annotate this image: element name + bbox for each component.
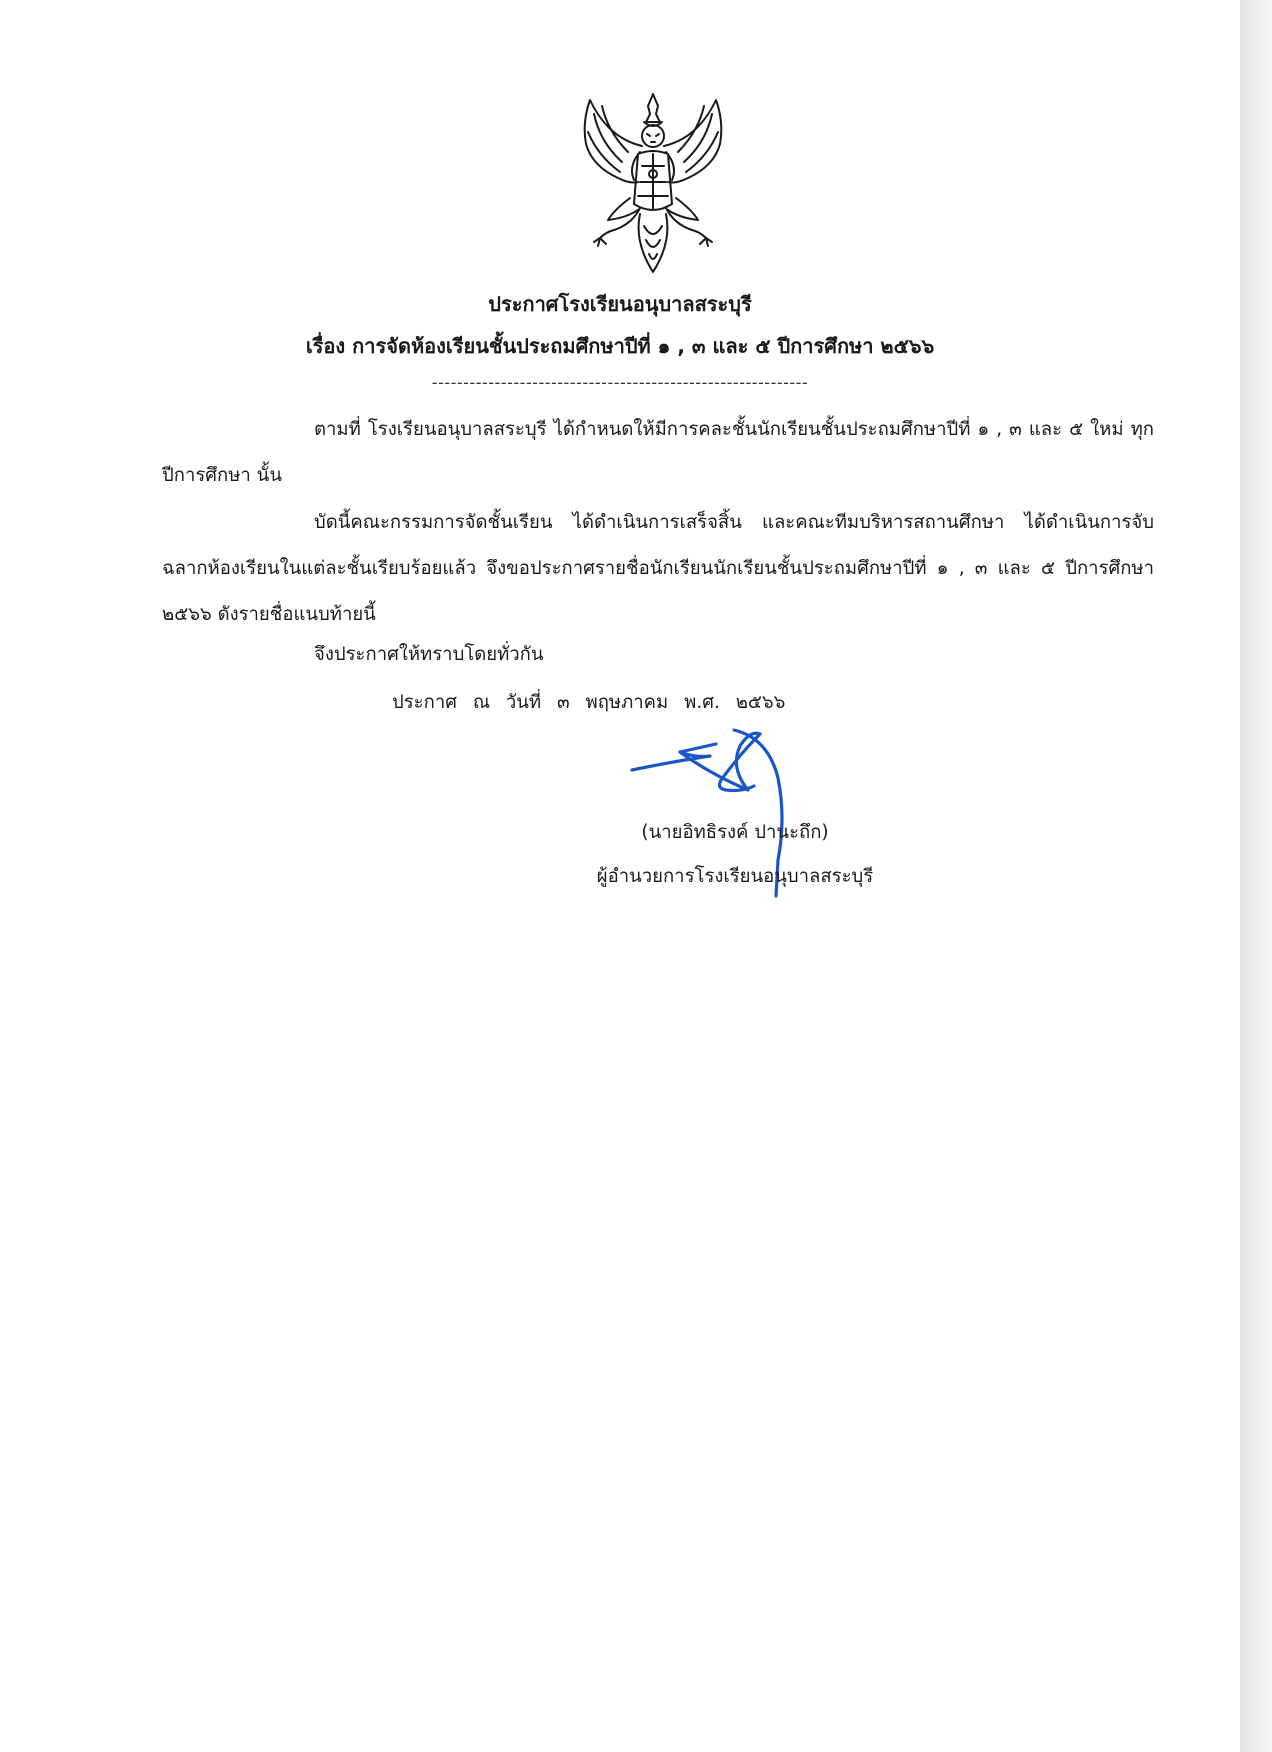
title-separator: ------------------------------------------------------------: [431, 373, 809, 392]
paragraph-2-text: บัดนี้คณะกรรมการจัดชั้นเรียน ได้ดำเนินการเสร็จสิ้น และคณะทีมบริหารสถานศึกษา ได้ดำเนินการจับฉลากห้องเรียนในแต่ละชั้นเรียบร้อยแล้ว จึงขอประกาศรายชื่อนักเรียนนักเรียนชั้นประถมศึกษาปีที่ ๑ , ๓ และ ๕ ปีการศึกษา ๒๕๖๖ ดังรายชื่อแนบท้ายนี้: [162, 512, 1154, 625]
paragraph-2: [162, 500, 1154, 638]
date-line: ประกาศ ณ วันที่ ๓ พฤษภาคม พ.ศ. ๒๕๖๖: [392, 692, 786, 713]
garuda-emblem-icon: [578, 92, 728, 274]
document-title: ประกาศโรงเรียนอนุบาลสระบุรี: [488, 292, 752, 316]
signer-position: ผู้อำนวยการโรงเรียนอนุบาลสระบุรี: [596, 866, 874, 887]
paragraph-1: [162, 407, 1154, 499]
paragraph-1-text: ตามที่ โรงเรียนอนุบาลสระบุรี ได้กำหนดให้มีการคละชั้นนักเรียนชั้นประถมศึกษาปีที่ ๑ , ๓ และ ๕ ใหม่ ทุกปีการศึกษา นั้น: [162, 419, 1154, 486]
document-subject: เรื่อง การจัดห้องเรียนชั้นประถมศึกษาปีที่ ๑ , ๓ และ ๕ ปีการศึกษา ๒๕๖๖: [305, 334, 935, 358]
signer-name: (นายอิทธิรงค์ ปานะถึก): [641, 822, 829, 843]
page-edge: [1240, 0, 1272, 1752]
closing-line: จึงประกาศให้ทราบโดยทั่วกัน: [314, 644, 544, 665]
